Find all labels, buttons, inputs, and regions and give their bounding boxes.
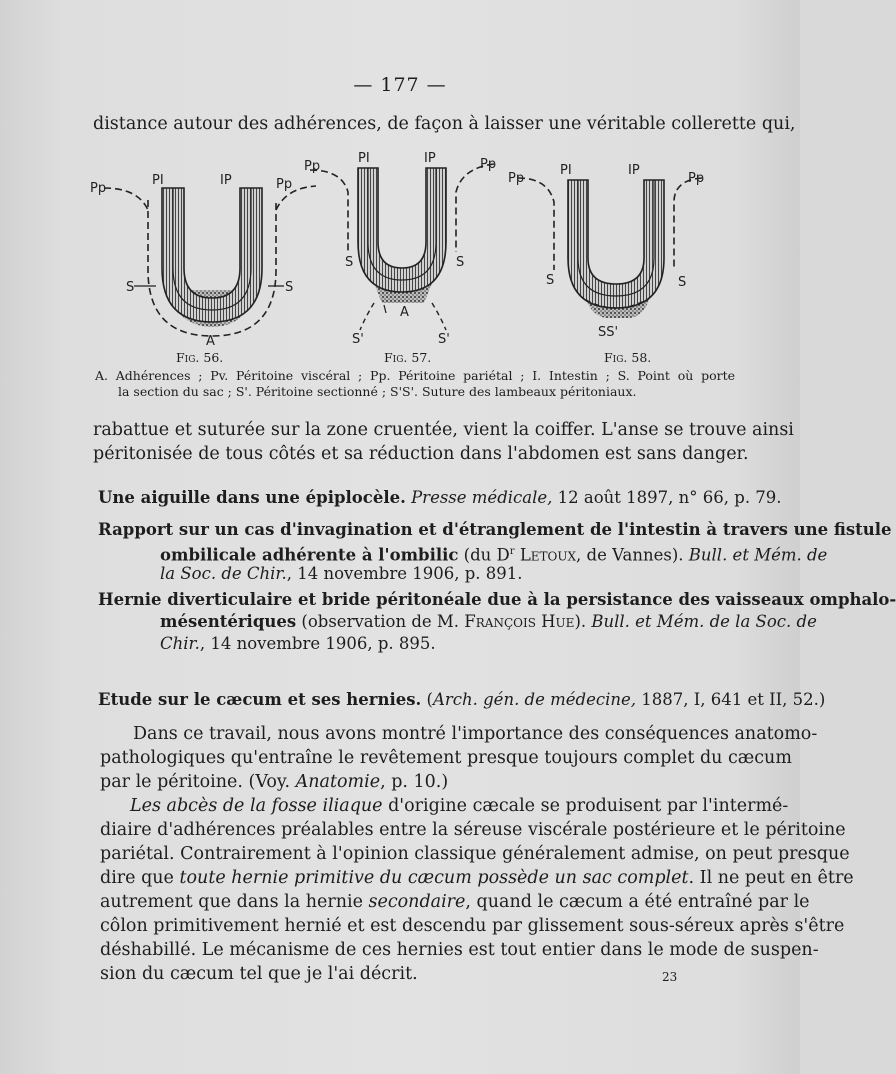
reference-3-text: (observation de M. [296, 612, 465, 631]
reference-3-line-2 [160, 610, 817, 634]
reference-2-line-1: Rapport sur un cas d'invagination et d'étranglement de l'intestin à travers une fistule [98, 520, 892, 539]
fig57-label-s-right: S [456, 255, 465, 270]
reference-3-author: François Hue [464, 612, 575, 631]
etude-source: Arch. gén. de médecine, [432, 690, 637, 709]
reference-3-text-b: ). [574, 612, 592, 631]
fig57-label-sp-left: S' [352, 332, 364, 347]
paragraph-2-text-b: , p. 10.) [380, 772, 449, 792]
figure-58 [508, 163, 704, 340]
paragraph-3-line-1 [130, 794, 789, 818]
fig56-label-pp-left: Pp [90, 181, 107, 196]
fig57-label-pp-left: Pp [304, 159, 321, 174]
fig58-label-ip-right: IP [628, 163, 640, 178]
intro-line: distance autour des adhérences, de façon à laisser une véritable collerette qui, [93, 114, 796, 134]
paragraph-3-line-3: pariétal. Contrairement à l'opinion classique généralement admise, on peut presque [100, 844, 850, 864]
fig57-label-s-left: S [345, 255, 354, 270]
reference-2-text: (du D [458, 545, 510, 565]
paragraph-3-text-4b: . Il ne peut en être [688, 868, 854, 888]
paragraph-3-line-7: déshabillé. Le mécanisme de ces hernies est tout entier dans le mode de suspen- [100, 940, 819, 960]
paragraph-3-italic-5: secondaire [368, 892, 466, 912]
fig56-label-s-right: S [285, 280, 294, 295]
reference-2-author: Letoux [514, 545, 577, 565]
reference-2-sup: r [509, 546, 515, 557]
fig58-label-ss: SS' [598, 325, 619, 340]
reference-3-line-3 [160, 632, 436, 656]
reference-1-details: 12 août 1897, n° 66, p. 79. [552, 488, 782, 507]
paragraph-3-text-5a: autrement que dans la hernie [100, 892, 369, 912]
paragraph-3-text-5b: , quand le cæcum a été entraîné par le [465, 892, 810, 912]
fig56-label-a: A [206, 334, 215, 349]
figure-legend-line-2: la section du sac ; S'. Péritoine sectionné ; S'S'. Suture des lambeaux péritoniaux. [118, 384, 637, 399]
fig56-caption: Fig. 56. [176, 350, 224, 365]
reference-3-date: , 14 novembre 1906, p. 895. [199, 634, 436, 653]
etude-title: Etude sur le cæcum et ses hernies. [98, 690, 422, 709]
reference-3-source-end: Chir. [160, 634, 200, 653]
page-number: — 177 — [353, 74, 447, 96]
paragraph-3-line-5 [100, 890, 810, 914]
figure-legend-line-1: A. Adhérences ; Pv. Péritoine viscéral ; Pp. Péritoine pariétal ; I. Intestin ; S. Point où porte [95, 368, 735, 383]
fig57-label-a: A [400, 305, 409, 320]
figure-56 [90, 173, 316, 349]
fig57-label-pi-left: PI [358, 151, 370, 166]
reference-2-title-end: ombilicale adhérente à l'ombilic [160, 545, 459, 565]
paragraph-2-anatomie: Anatomie [295, 772, 381, 792]
fig56-label-pp-right: Pp [276, 177, 293, 192]
fig56-label-pi-left: PI [152, 173, 164, 188]
paragraph-3-line-2: diaire d'adhérences préalables entre la séreuse viscérale postérieure et le péritoine [100, 820, 846, 840]
reference-2-line-3 [160, 562, 523, 586]
paragraph-1-line-1: rabattue et suturée sur la zone cruentée, vient la coiffer. L'anse se trouve ainsi [93, 420, 794, 440]
fig58-caption: Fig. 58. [604, 350, 652, 365]
paragraph-2-line-2: pathologiques qu'entraîne le revêtement presque toujours complet du cæcum [100, 748, 792, 768]
fig57-label-ip-right: IP [424, 151, 436, 166]
fig58-label-s-left: S [546, 273, 555, 288]
fig57-label-sp-right: S' [438, 332, 450, 347]
reference-3-source: Bull. et Mém. de la Soc. de [591, 612, 817, 631]
paragraph-3-line-6: côlon primitivement hernié et est descendu par glissement sous-séreux après s'être [100, 916, 845, 936]
reference-1-title: Une aiguille dans une épiplocèle. [98, 488, 406, 507]
fig58-label-pp-left: Pp [508, 171, 525, 186]
reference-1 [98, 486, 782, 510]
paragraph-2-line-3 [100, 770, 448, 794]
fig57-caption: Fig. 57. [384, 350, 432, 365]
paragraph-2-text: par le péritoine. (Voy. [100, 772, 296, 792]
etude-heading [98, 688, 825, 712]
reference-3-title-end: mésentériques [160, 612, 297, 631]
paragraph-3-line-8: sion du cæcum tel que je l'ai décrit. [100, 964, 418, 984]
signature-mark: 23 [662, 970, 678, 984]
reference-3-line-1: Hernie diverticulaire et bride péritonéale due à la persistance des vaisseaux omphalo- [98, 590, 896, 609]
fig58-label-s-right: S [678, 275, 687, 290]
reference-2-text-b: , de Vannes). [576, 545, 689, 565]
reference-2-source-end: la Soc. de Chir. [160, 564, 287, 583]
figure-57 [304, 151, 496, 347]
reference-1-source: Presse médicale, [411, 488, 553, 507]
paragraph-2-line-1: Dans ce travail, nous avons montré l'importance des conséquences anatomo- [133, 724, 818, 744]
etude-details: 1887, I, 641 et II, 52.) [636, 690, 826, 709]
reference-2-source: Bull. et Mém. de [688, 545, 828, 565]
paragraph-3-text-4a: dire que [100, 868, 180, 888]
etude-open: ( [421, 690, 433, 709]
paragraph-3-italic-4: toute hernie primitive du cæcum possède un sac complet [179, 868, 689, 888]
fig58-label-pp-right: Pp [688, 171, 705, 186]
paragraph-1-line-2: péritonisée de tous côtés et sa réduction dans l'abdomen est sans danger. [93, 444, 749, 464]
figures-illustration [90, 140, 730, 350]
reference-2-date: , 14 novembre 1906, p. 891. [286, 564, 523, 583]
paragraph-3-italic-1: Les abcès de la fosse iliaque [130, 796, 383, 816]
fig57-intestine [358, 168, 446, 292]
paragraph-3-line-4 [100, 866, 854, 890]
fig56-label-ip-right: IP [220, 173, 232, 188]
fig56-label-s-left: S [126, 280, 135, 295]
fig57-label-pp-right: Pp [480, 157, 497, 172]
fig58-intestine [568, 180, 664, 308]
fig58-label-pi-left: PI [560, 163, 572, 178]
paragraph-3-text-1: d'origine cæcale se produisent par l'intermé- [382, 796, 789, 816]
fig56-intestine [162, 188, 262, 322]
